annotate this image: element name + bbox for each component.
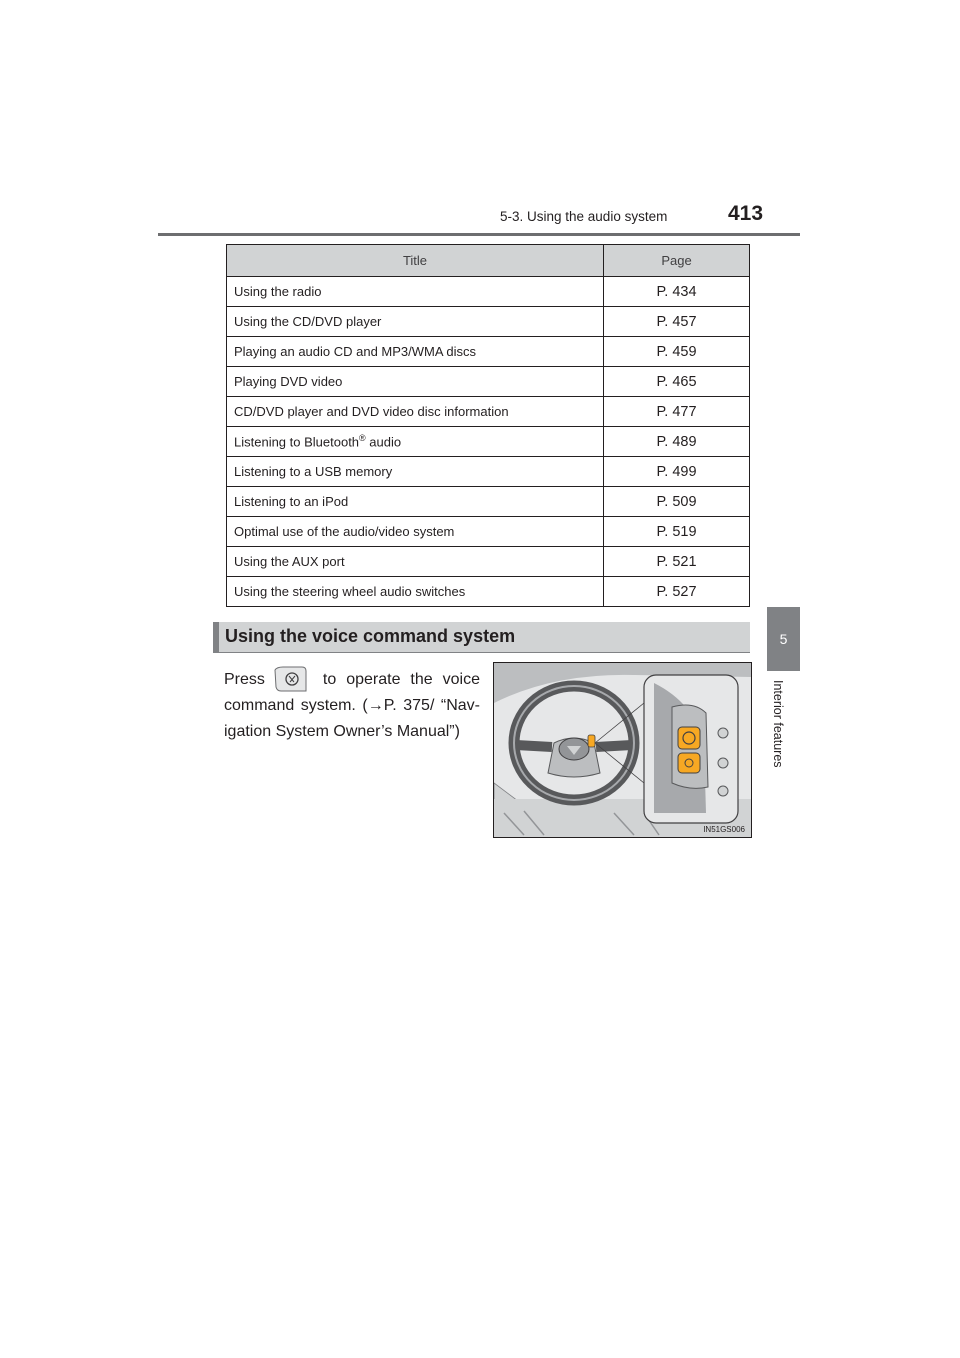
section-title: Using the voice command system <box>225 626 516 646</box>
header-page: Page <box>604 245 750 277</box>
table-row <box>227 427 750 457</box>
row-page: P. 519 <box>604 517 750 547</box>
row-title: Playing DVD video <box>227 367 604 397</box>
row-title: Optimal use of the audio/video system <box>227 517 604 547</box>
steering-wheel-illustration <box>493 662 752 838</box>
chapter-label-text: Interior features <box>771 680 785 768</box>
audio-topics-table <box>226 244 750 607</box>
row-page: P. 477 <box>604 397 750 427</box>
table-row <box>227 487 750 517</box>
header-section-title: 5-3. Using the audio system <box>500 209 668 224</box>
table-row <box>227 547 750 577</box>
row-title: Using the CD/DVD player <box>227 307 604 337</box>
table-row <box>227 307 750 337</box>
instruction-lead: Press <box>224 671 265 688</box>
row-title: Using the AUX port <box>227 547 604 577</box>
row-title: Using the radio <box>227 277 604 307</box>
row-title-text: Listening to Bluetooth <box>234 434 360 450</box>
row-title-suffix: audio <box>365 434 402 450</box>
row-page: P. 521 <box>604 547 750 577</box>
row-page: P. 434 <box>604 277 750 307</box>
section-accent <box>213 622 219 652</box>
page-number: 413 <box>728 202 764 225</box>
table-row <box>227 457 750 487</box>
row-title: Using the steering wheel audio switches <box>227 577 604 607</box>
row-page: P. 465 <box>604 367 750 397</box>
registered-mark: ® <box>359 433 366 444</box>
table-header-row <box>227 245 750 277</box>
row-page: P. 527 <box>604 577 750 607</box>
table-row <box>227 577 750 607</box>
row-page: P. 489 <box>604 427 750 457</box>
voice-command-button-icon <box>271 666 307 692</box>
header-title: Title <box>227 245 604 277</box>
table-row <box>227 517 750 547</box>
row-page: P. 499 <box>604 457 750 487</box>
row-title: Playing an audio CD and MP3/WMA discs <box>227 337 604 367</box>
steering-wheel-drawing <box>494 663 751 837</box>
row-title: CD/DVD player and DVD video disc information <box>227 397 604 427</box>
row-page: P. 457 <box>604 307 750 337</box>
table-row <box>227 367 750 397</box>
row-page: P. 459 <box>604 337 750 367</box>
row-title: Listening to an iPod <box>227 487 604 517</box>
header-rule <box>158 233 800 236</box>
chapter-tab-label <box>773 680 793 780</box>
row-title <box>227 427 604 457</box>
table-row <box>227 397 750 427</box>
chapter-tab-number: 5 <box>767 607 800 671</box>
section-heading-bar <box>213 622 750 652</box>
row-title: Listening to a USB memory <box>227 457 604 487</box>
voice-command-instructions <box>224 666 480 745</box>
row-page: P. 509 <box>604 487 750 517</box>
section-rule <box>213 652 750 653</box>
figure-code: IN51GS006 <box>703 825 745 834</box>
instruction-rest: to operate the voice command system. (→P. 375/ “Nav-igation System Owner’s Manual”) <box>224 671 480 740</box>
table-row <box>227 337 750 367</box>
table-row <box>227 277 750 307</box>
